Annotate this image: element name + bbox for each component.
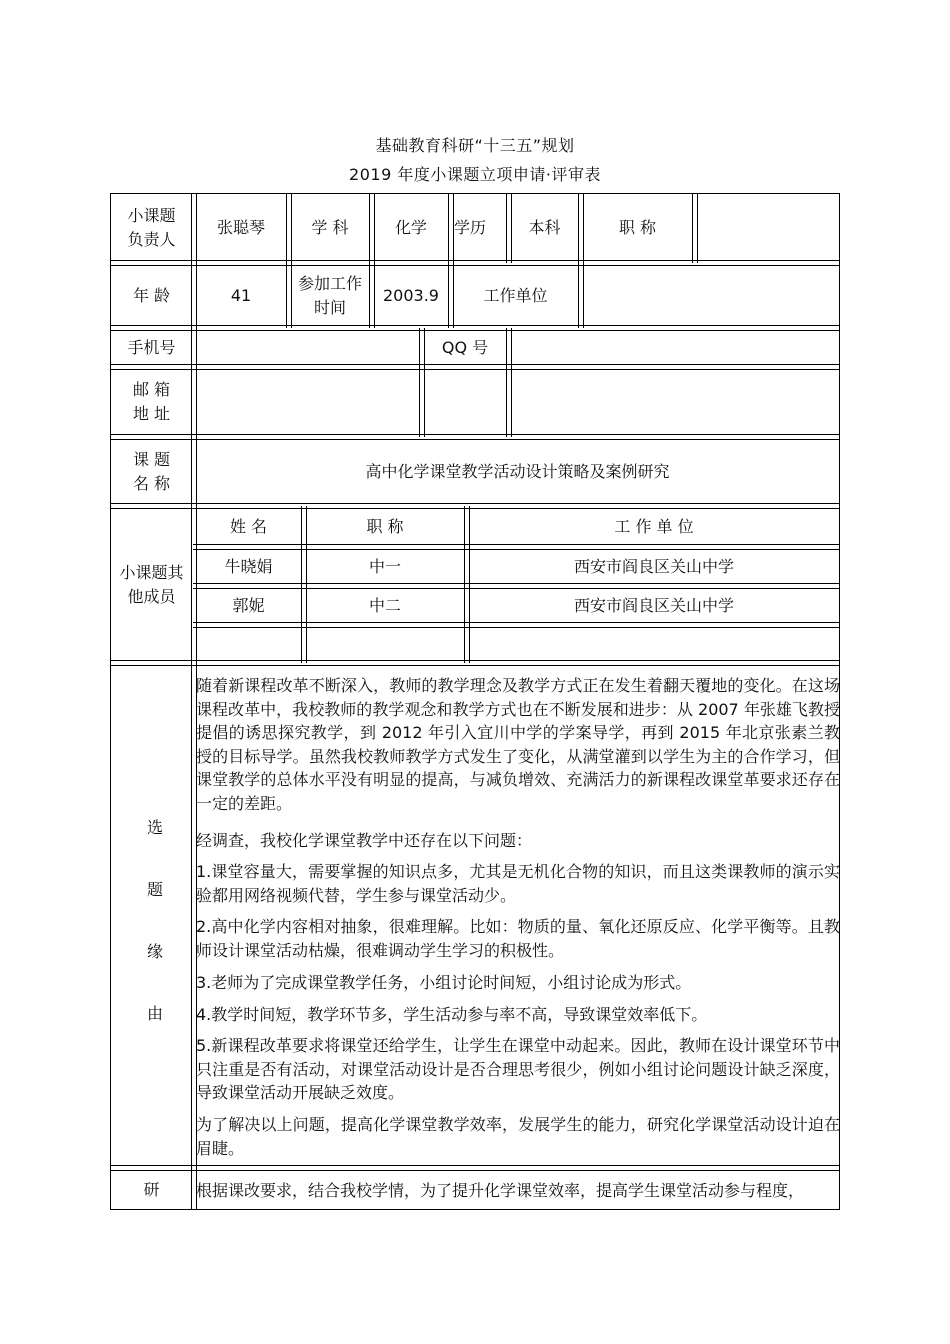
member-title: 中二 (368, 595, 401, 615)
member-unit: 西安市阎良区关山中学 (573, 556, 734, 576)
subject-label: 学 科 (311, 218, 349, 237)
address-value[interactable] (511, 369, 839, 435)
topic-label: 课 题 名 称 (132, 449, 171, 493)
member-name: 牛晓娟 (224, 556, 273, 576)
member-name: 郭妮 (232, 595, 265, 615)
rationale-paragraph: 为了解决以上问题，提高化学课堂教学效率，发展学生的能力，研究化学课堂活动设计迫在眉睫。 (196, 1115, 840, 1158)
members-header-unit: 工 作 单 位 (614, 516, 694, 536)
topic-value: 高中化学课堂教学活动设计策略及案例研究 (365, 461, 670, 481)
email-value[interactable] (196, 369, 419, 435)
owner-name: 张聪琴 (216, 218, 265, 237)
owner-label: 小课题 负责人 (127, 206, 176, 249)
degree-value: 本科 (528, 218, 561, 237)
member-unit: 西安市阎良区关山中学 (573, 595, 734, 615)
rationale-paragraph: 随着新课程改革不断深入，教师的教学理念及教学方式正在发生着翻天覆地的变化。在这场课程改革中，我校教师的教学观念和教学方式也在不断发展和进步：从 2007 年张雄飞教授提倡的诱思探究教学，到 2012 年引入宜川中学的学案导学，再到 2015 年北京张素兰教授的目标导学。虽然我校教师教学方式发生了变化，从满堂灌到以学生为主的合作学习，但课堂教学的总体水平没有明显的提高，与减负增效、充满活力的新课程改课堂革要求还存在一定的差距。 (196, 676, 840, 813)
rationale-paragraph: 经调查，我校化学课堂教学中还存在以下问题： (196, 831, 533, 850)
rationale-paragraph: 4.教学时间短，教学环节多，学生活动参与率不高，导致课堂效率低下。 (196, 1005, 708, 1024)
title-label: 职 称 (618, 218, 657, 237)
age-value: 41 (230, 285, 252, 305)
qq-value[interactable] (511, 330, 839, 365)
rationale-label-char: 选 (146, 818, 163, 837)
work-start-label: 参加工作 时间 (297, 273, 362, 317)
members-header-title: 职 称 (366, 516, 404, 536)
degree-label: 学历 (453, 218, 486, 237)
rationale-paragraph: 5.新课程改革要求将课堂还给学生，让学生在课堂中动起来。因此，教师在设计课堂环节中只注重是否有活动，对课堂活动设计是否合理思考很少，例如小组讨论问题设计缺乏深度，导致课堂活动开展缺乏效度。 (196, 1036, 840, 1102)
page-title: 基础教育科研“十三五”规划 (375, 136, 575, 155)
rationale-paragraph: 3.老师为了完成课堂教学任务，小组讨论时间短，小组讨论成为形式。 (196, 973, 692, 992)
work-start-value: 2003.9 (383, 285, 439, 305)
rationale-label-char: 由 (146, 1004, 163, 1023)
rationale-paragraph: 1.课堂容量大，需要掌握的知识点多，尤其是无机化合物的知识，而且这类课教师的演示实验都用网络视频代替，学生参与课堂活动少。 (196, 862, 840, 905)
member-title[interactable] (306, 627, 464, 661)
rationale-label-char: 缘 (146, 942, 163, 961)
member-title: 中一 (368, 556, 401, 576)
page-subtitle: 2019 年度小课题立项申请·评审表 (349, 165, 601, 184)
phone-value[interactable] (196, 330, 419, 365)
qq-label: QQ 号 (441, 337, 489, 357)
address-label: 邮 箱 地 址 (132, 380, 171, 423)
title-value[interactable] (697, 195, 839, 261)
rationale-label-char: 题 (146, 880, 163, 899)
members-header-name: 姓 名 (229, 516, 268, 536)
research-text: 根据课改要求，结合我校学情，为了提升化学课堂效率，提高学生课堂活动参与程度， (196, 1181, 805, 1200)
phone-label: 手机号 (127, 337, 176, 357)
member-unit[interactable] (469, 627, 839, 661)
rationale-paragraph: 2.高中化学内容相对抽象，很难理解。比如：物质的量、氧化还原反应、化学平衡等。且教师设计课堂活动枯燥，很难调动学生学习的积极性。 (196, 917, 840, 960)
members-label: 小课题其 他成员 (119, 562, 184, 606)
employer-label: 工作单位 (483, 285, 548, 305)
research-label: 研 (143, 1180, 160, 1199)
employer-value[interactable] (583, 265, 839, 326)
member-name[interactable] (196, 627, 301, 661)
age-label: 年 龄 (132, 285, 171, 305)
subject-value: 化学 (394, 218, 427, 237)
